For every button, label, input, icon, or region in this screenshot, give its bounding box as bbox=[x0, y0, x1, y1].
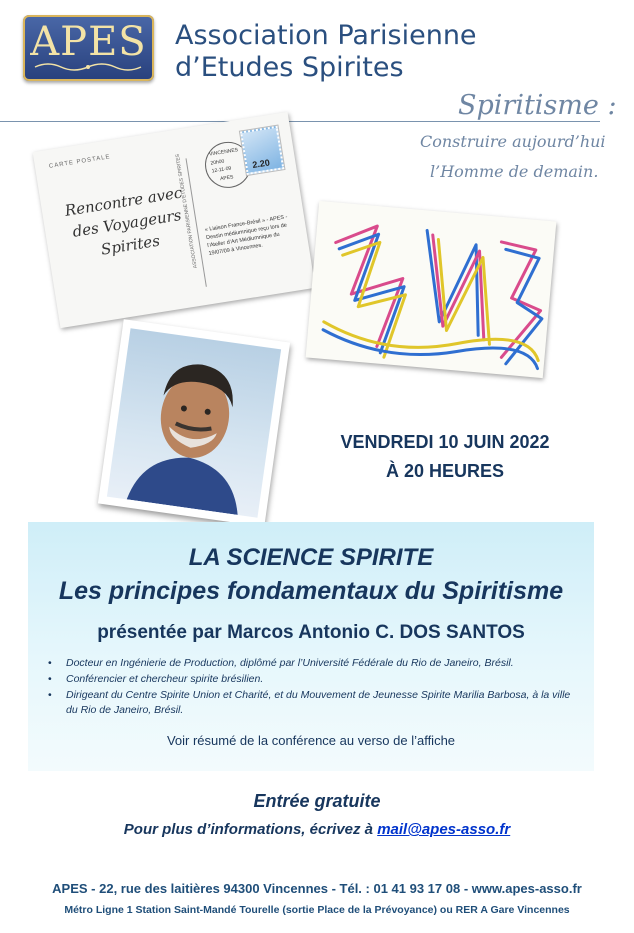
email-link[interactable]: mail@apes-asso.fr bbox=[377, 821, 511, 838]
logo-ornament bbox=[33, 61, 143, 73]
postmark-line3: 12-11-09 bbox=[211, 165, 232, 175]
postcard-caption: « Liaison France-Brésil » - APES - Dessin médiumnique reçu lors de l’Atelier d’Art Médiumnique du 19/07/09 à Vincennes. bbox=[204, 214, 288, 257]
bullet-icon: • bbox=[48, 689, 52, 701]
resume-note: Voir résumé de la conférence au verso de l’affiche bbox=[166, 733, 456, 748]
presenter-line: présentée par Marcos Antonio C. DOS SANTOS bbox=[97, 622, 525, 643]
postcard-label: CARTE POSTALE bbox=[48, 154, 111, 170]
person-icon bbox=[107, 328, 281, 517]
bio-item-text: Conférencier et chercheur spirite brésilien. bbox=[66, 673, 264, 685]
mediumistic-drawing bbox=[306, 201, 557, 378]
postcard-image bbox=[33, 112, 316, 328]
event-date: VENDREDI 10 JUIN 2022 bbox=[340, 432, 550, 452]
header-rule bbox=[0, 121, 600, 122]
bio-item bbox=[42, 672, 582, 687]
free-entry: Entrée gratuite bbox=[253, 791, 381, 811]
postcard-vertical-text: ASSOCIATION PARISIENNE D’ETUDES SPIRITES bbox=[174, 153, 199, 269]
bio-item-text: Docteur en Ingénierie de Production, diplômé par l’Université Fédérale du Rio de Janeiro, Brésil. bbox=[66, 657, 514, 669]
bio-item bbox=[42, 688, 582, 718]
postmark-line2: 20h00 bbox=[210, 158, 225, 167]
stamp-icon bbox=[240, 126, 284, 175]
speaker-photo bbox=[98, 319, 290, 527]
conference-info-box bbox=[28, 522, 594, 771]
speaker-portrait bbox=[107, 328, 281, 517]
bullet-icon: • bbox=[48, 673, 52, 685]
contact-prefix: Pour plus d’informations, écrivez à bbox=[123, 821, 378, 838]
apes-logo bbox=[23, 15, 154, 81]
conference-subtitle: Les principes fondamentaux du Spiritisme bbox=[58, 577, 564, 605]
postmark-line4: APES bbox=[219, 174, 234, 183]
drawing-strokes-icon bbox=[306, 201, 557, 378]
metro-directions: Métro Ligne 1 Station Saint-Mandé Tourelle (sortie Place de la Prévoyance) ou RER A Gare Vincennes bbox=[64, 904, 570, 916]
address-line: APES - 22, rue des laitières 94300 Vincennes - Tél. : 01 41 93 17 08 - www.apes-asso.fr bbox=[52, 881, 582, 896]
speaker-bio-list bbox=[42, 656, 582, 719]
org-name-line2: d’Etudes Spirites bbox=[175, 52, 404, 83]
tagline-line2: l’Homme de demain. bbox=[430, 162, 599, 181]
stamp-value: 2.20 bbox=[251, 157, 271, 171]
bullet-icon: • bbox=[48, 657, 52, 669]
tagline-title: Spiritisme : bbox=[458, 90, 617, 121]
tagline-line1: Construire aujourd’hui bbox=[420, 132, 606, 151]
bio-item bbox=[42, 656, 582, 671]
bio-item-text: Dirigeant du Centre Spirite Union et Charité, et du Mouvement de Jeunesse Spirite Marilia Barbosa, à la ville du Rio de Janeiro, Brésil. bbox=[66, 689, 571, 716]
postcard-handwritten-text: Rencontre avec des Voyageurs Spirites bbox=[63, 183, 184, 259]
postmark-line1: VINCENNES bbox=[208, 147, 239, 158]
contact-info bbox=[0, 821, 634, 838]
conference-title: LA SCIENCE SPIRITE bbox=[188, 544, 434, 571]
org-name-line1: Association Parisienne bbox=[175, 20, 477, 51]
event-time: À 20 HEURES bbox=[385, 461, 505, 481]
logo-text: APES bbox=[30, 19, 147, 65]
